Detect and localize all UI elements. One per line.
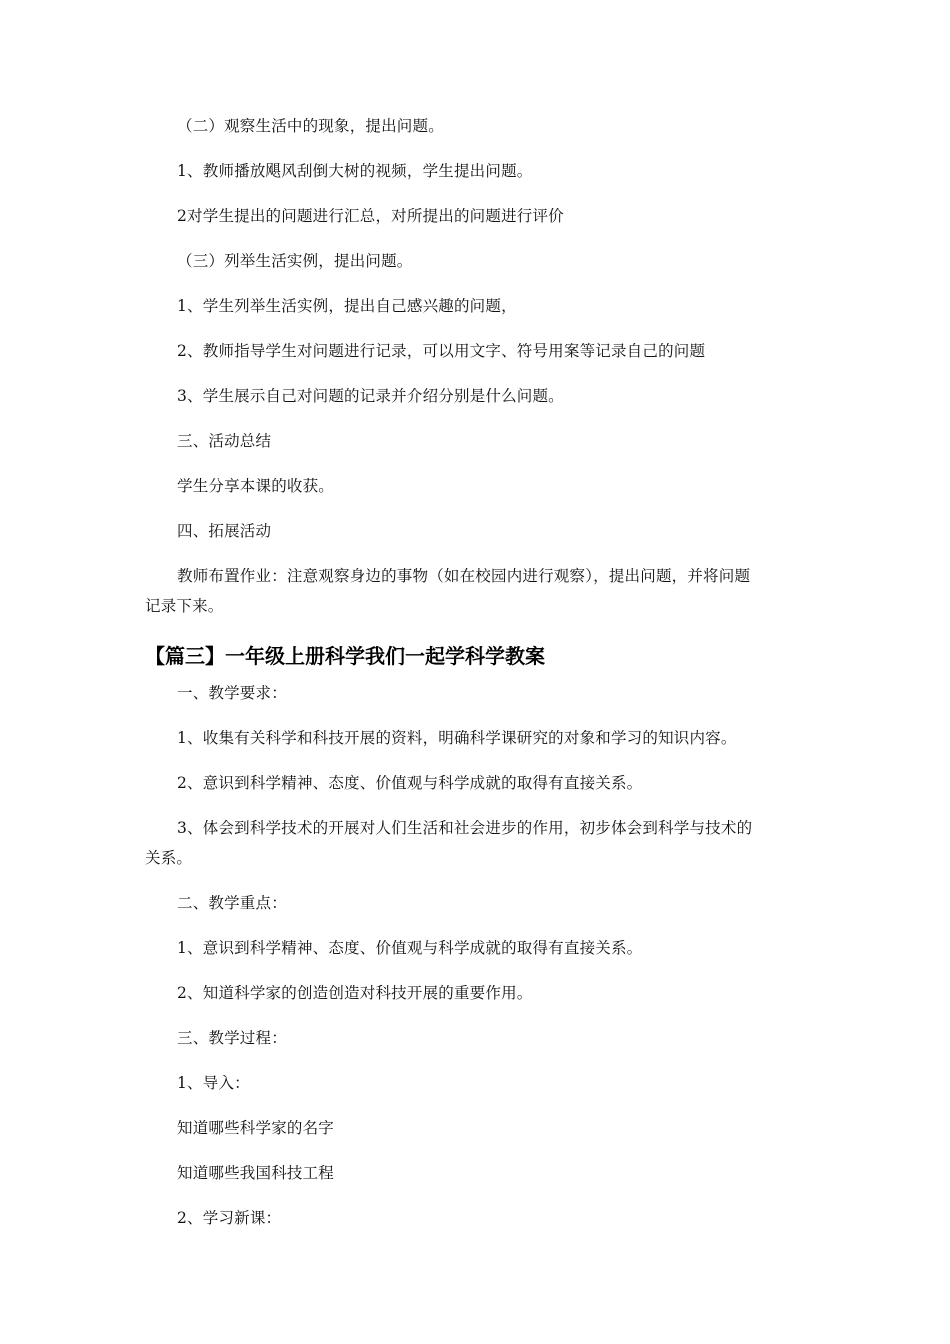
paragraph: 3、学生展示自己对问题的记录并介绍分别是什么问题。 <box>177 387 564 405</box>
paragraph: 2、教师指导学生对问题进行记录，可以用文字、符号用案等记录自己的问题 <box>177 342 706 360</box>
paragraph-continuation: 记录下来。 <box>145 597 224 615</box>
paragraph: 2对学生提出的问题进行汇总，对所提出的问题进行评价 <box>177 207 564 225</box>
subsection-title: 一、教学要求： <box>177 684 287 702</box>
paragraph: 2、知道科学家的创造创造对科技开展的重要作用。 <box>177 984 533 1002</box>
paragraph: 知道哪些科学家的名字 <box>177 1119 335 1137</box>
subsection-title: （三）列举生活实例，提出问题。 <box>177 252 413 270</box>
paragraph: 学生分享本课的收获。 <box>177 477 335 495</box>
subsection-title: 四、拓展活动 <box>177 522 272 540</box>
subsection-title: 三、活动总结 <box>177 432 272 450</box>
paragraph: 2、学习新课： <box>177 1209 282 1227</box>
paragraph: 1、收集有关科学和科技开展的资料，明确科学课研究的对象和学习的知识内容。 <box>177 729 737 747</box>
paragraph: 教师布置作业：注意观察身边的事物（如在校园内进行观察），提出问题，并将问题 <box>177 567 751 585</box>
subsection-title: 三、教学过程： <box>177 1029 287 1047</box>
paragraph: 3、体会到科学技术的开展对人们生活和社会进步的作用，初步体会到科学与技术的 <box>177 819 753 837</box>
subsection-title: （二）观察生活中的现象，提出问题。 <box>177 117 444 135</box>
paragraph: 1、教师播放飓风刮倒大树的视频，学生提出问题。 <box>177 162 533 180</box>
paragraph: 2、意识到科学精神、态度、价值观与科学成就的取得有直接关系。 <box>177 774 643 792</box>
paragraph: 1、学生列举生活实例，提出自己感兴趣的问题， <box>177 297 517 315</box>
paragraph: 1、意识到科学精神、态度、价值观与科学成就的取得有直接关系。 <box>177 939 643 957</box>
paragraph: 知道哪些我国科技工程 <box>177 1164 335 1182</box>
subsection-title: 二、教学重点： <box>177 894 287 912</box>
paragraph-continuation: 关系。 <box>145 849 193 867</box>
paragraph: 1、导入： <box>177 1074 250 1092</box>
section-heading: 【篇三】一年级上册科学我们一起学科学教案 <box>145 644 545 668</box>
